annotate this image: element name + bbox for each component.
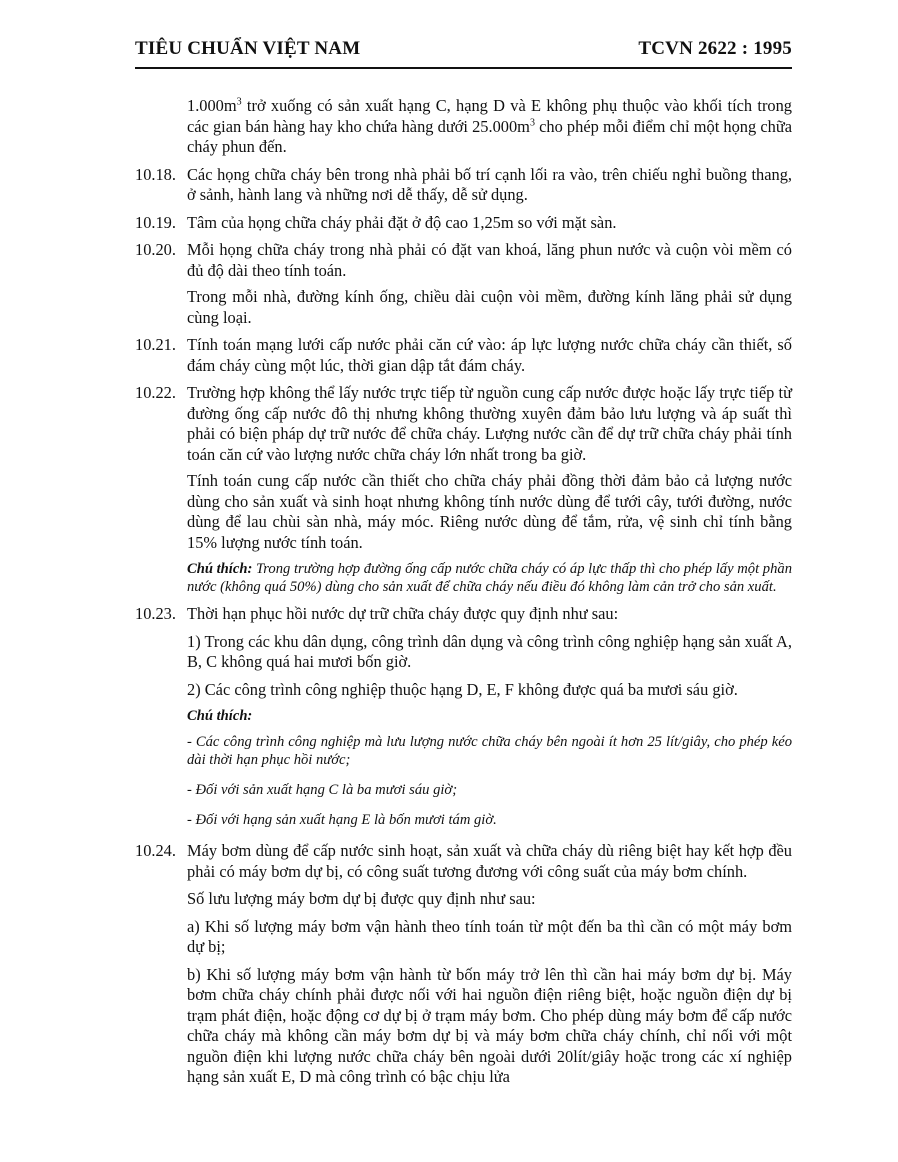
note-item: - Các công trình công nghiệp mà lưu lượng nước chữa cháy bên ngoài ít hơn 25 lít/giây, cho phép kéo dài thời hạn phục hồi nước;: [187, 734, 792, 768]
clause-paragraph: a) Khi số lượng máy bơm vận hành theo tính toán từ một đến ba thì cần có một máy bơm dự bị;: [187, 916, 792, 956]
clause-paragraph: 1) Trong các khu dân dụng, công trình dân dụng và công trình công nghiệp hạng sản xuất A, B, C không quá hai mươi bốn giờ.: [187, 631, 792, 671]
clause-paragraph: b) Khi số lượng máy bơm vận hành từ bốn máy trở lên thì cần hai máy bơm dự bị. Máy bơm chữa cháy chính phải được nối với hai nguồn điện riêng biệt, hoặc nguồn điện dự bị trạm phát điện, hoặc động cơ dự bị ở trạm máy bơm. Cho phép dùng máy bơm để cấp nước chữa cháy mà không cần máy bơm dự bị và máy bơm chữa cháy chính, chỉ nối với một nguồn điện khi lượng nước chữa cháy bên ngoài dưới 20lít/giây hoặc trong các xí nghiệp hạng sản xuất E, D mà công trình có bậc chịu lửa: [187, 964, 792, 1086]
clause-text: Các họng chữa cháy bên trong nhà phải bố trí cạnh lối ra vào, trên chiếu nghỉ buồng thang, ở sảnh, hành lang và những nơi dễ thấy, dễ sử dụng.: [187, 164, 792, 204]
clause-paragraph: Trong mỗi nhà, đường kính ống, chiều dài cuộn vòi mềm, đường kính lăng phải sử dụng cùng loại.: [187, 287, 792, 327]
clause-10-20: [135, 240, 792, 328]
clause-10-19: [135, 213, 792, 234]
superscript: 3: [236, 96, 242, 108]
document-body: [135, 96, 792, 1095]
note-label: Chú thích:: [187, 708, 253, 724]
header-title: TIÊU CHUẨN VIỆT NAM: [135, 38, 361, 59]
note-10-22: [187, 560, 792, 596]
header-rule: [135, 67, 792, 69]
clause-paragraph: Tính toán cung cấp nước cần thiết cho chữa cháy phải đồng thời đảm bảo cả lượng nước dùng cho sản xuất và sinh hoạt nhưng không tính nước dùng để tưới cây, tưới đường, nước dùng để lau chùi sàn nhà, máy móc. Riêng nước dùng để tắm, rửa, vệ sinh chỉ tính bằng 15% lượng nước tính toán.: [187, 471, 792, 552]
intro-text-3: cho phép mỗi điểm chỉ một họng chữa cháy phun đến.: [187, 116, 792, 156]
clause-text: Thời hạn phục hồi nước dự trữ chữa cháy được quy định như sau:: [187, 604, 619, 623]
clause-10-23: [135, 604, 792, 625]
superscript: 3: [529, 117, 535, 129]
clause-10-24: [135, 841, 792, 882]
note-text: Trong trường hợp đường ống cấp nước chữa cháy có áp lực thấp thì cho phép lấy một phần nước (không quá 50%) dùng cho sản xuất để chữa cháy nếu điều đó không làm cản trở cho sản xuất.: [187, 561, 792, 595]
page-header: [135, 38, 792, 60]
clause-text: Mỗi họng chữa cháy trong nhà phải có đặt van khoá, lăng phun nước và cuộn vòi mềm có đủ độ dài theo tính toán.: [187, 240, 792, 280]
clause-10-18: [135, 165, 792, 206]
header-standard-code: TCVN 2622 : 1995: [638, 38, 792, 59]
clause-number: 10.24.: [135, 841, 176, 860]
note-item: - Đối với sản xuất hạng C là ba mươi sáu giờ;: [187, 782, 458, 798]
clause-number: 10.19.: [135, 212, 176, 232]
clause-number: 10.20.: [135, 240, 176, 259]
continued-paragraph: [187, 96, 792, 158]
note-label: Chú thích:: [187, 561, 253, 577]
clause-text: Tính toán mạng lưới cấp nước phải căn cứ vào: áp lực lượng nước chữa cháy cần thiết, số đám cháy cùng một lúc, thời gian dập tắt đám cháy.: [187, 335, 792, 375]
clause-paragraph: 2) Các công trình công nghiệp thuộc hạng D, E, F không được quá ba mươi sáu giờ.: [187, 679, 738, 699]
note-label-10-23: [187, 707, 792, 725]
clause-number: 10.23.: [135, 604, 176, 623]
clause-number: 10.18.: [135, 164, 176, 184]
note-item: - Đối với hạng sản xuất hạng E là bốn mươi tám giờ.: [187, 812, 497, 828]
intro-text-2: trở xuống có sản xuất hạng C, hạng D và E không phụ thuộc vào khối tích trong các gian bán hàng hay kho chứa hàng dưới 25.000m: [187, 96, 792, 136]
clause-text: Trường hợp không thể lấy nước trực tiếp từ nguồn cung cấp nước được hoặc lấy trực tiếp từ đường ống cấp nước đô thị nhưng không thường xuyên đảm bảo lưu lượng và áp suất thì phải có biện pháp dự trữ nước để chữa cháy. Lượng nước cần để dự trữ chữa cháy phải tính toán căn cứ vào lượng nước chữa cháy lớn nhất trong ba giờ.: [187, 383, 792, 464]
clause-number: 10.22.: [135, 383, 176, 402]
clause-10-22: [135, 383, 792, 553]
clause-body: [187, 240, 792, 328]
clause-text: Máy bơm dùng để cấp nước sinh hoạt, sản xuất và chữa cháy dù riêng biệt hay kết hợp đều phải có máy bơm dự bị, có công suất tương đương với công suất của máy bơm chính.: [187, 841, 792, 881]
clause-text: Tâm của họng chữa cháy phải đặt ở độ cao 1,25m so với mặt sàn.: [187, 212, 617, 232]
clause-number: 10.21.: [135, 335, 176, 354]
intro-text-1: 1.000m: [187, 96, 237, 115]
clause-paragraph: Số lưu lượng máy bơm dự bị được quy định như sau:: [187, 889, 536, 908]
clause-10-21: [135, 335, 792, 376]
clause-body: [187, 383, 792, 553]
